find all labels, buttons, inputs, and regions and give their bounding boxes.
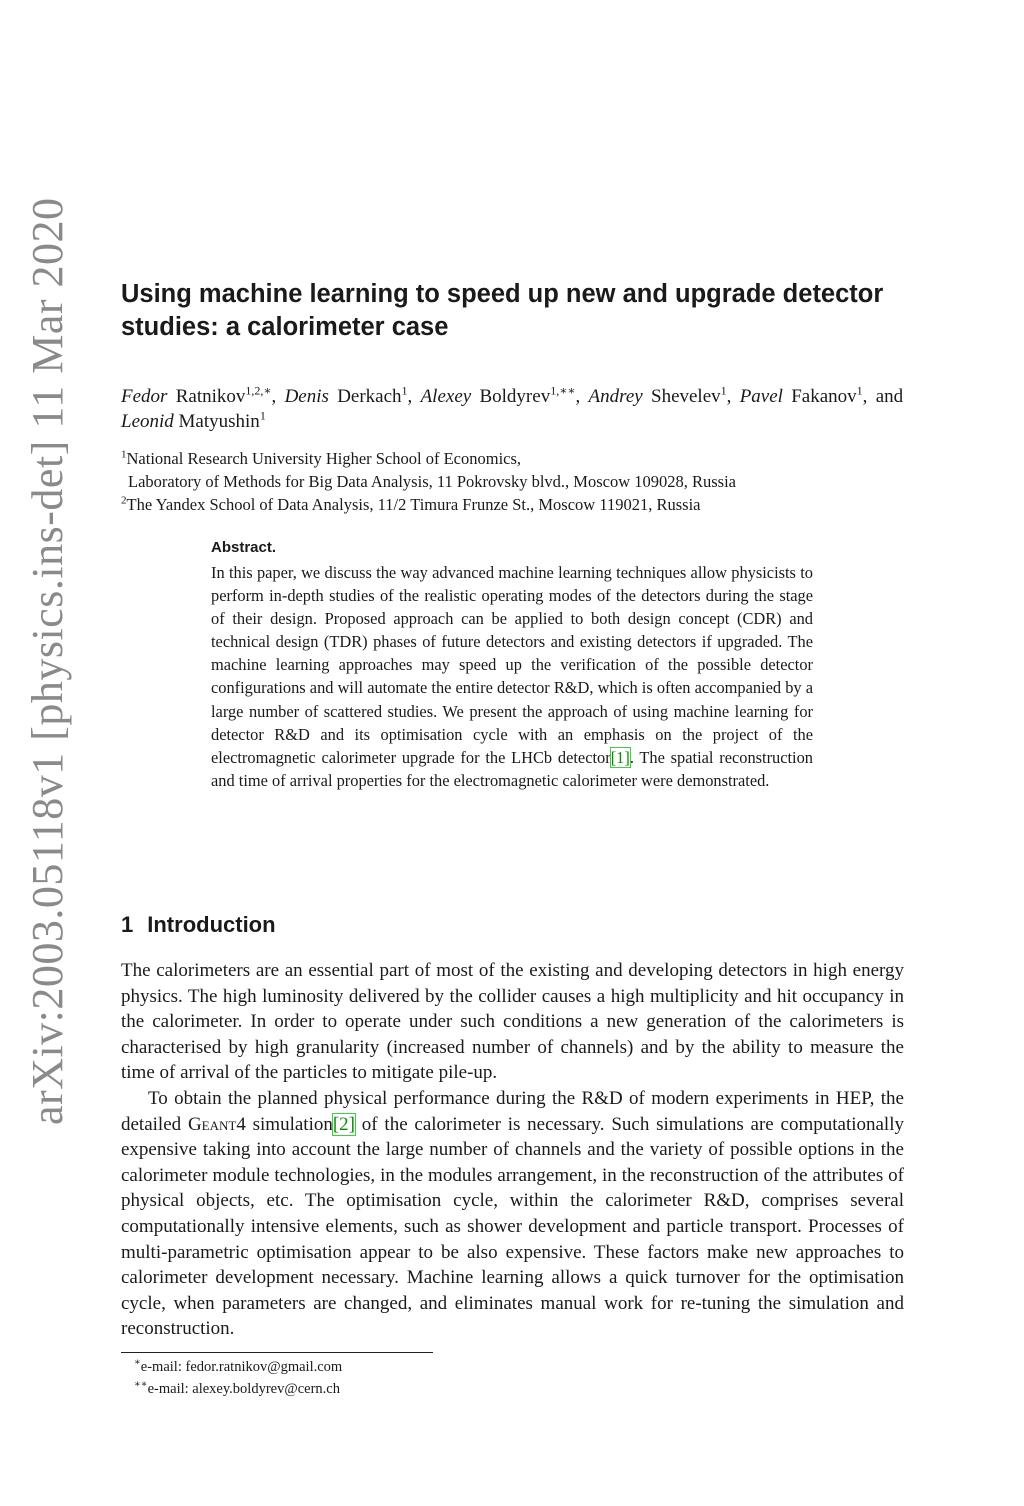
paper-title: Using machine learning to speed up new and upgrade detector studies: a calorimeter case xyxy=(121,280,884,341)
section-title: Introduction xyxy=(147,912,276,937)
footnote-rule xyxy=(121,1352,433,1353)
affiliation-mark: 2 xyxy=(121,494,127,507)
footnote-mark: ∗∗ xyxy=(134,1379,148,1391)
author-first-name: Leonid xyxy=(121,411,174,432)
footnote-mark: ∗ xyxy=(134,1357,141,1369)
affiliations xyxy=(121,447,911,516)
author-marks: 1 xyxy=(720,383,727,398)
paragraph-text: To obtain the planned physical performance during the R&D of modern experiments in HEP, the detailed xyxy=(121,1087,904,1135)
affiliation-line-2 xyxy=(121,470,911,493)
author-first-name: Andrey xyxy=(588,386,643,407)
footnote xyxy=(134,1378,834,1400)
section-number: 1 xyxy=(121,912,134,937)
author-marks: 1 xyxy=(856,383,863,398)
footnote-text: e-mail: fedor.ratnikov@gmail.com xyxy=(140,1359,343,1375)
geant-name: Geant xyxy=(187,1113,237,1135)
footnotes xyxy=(134,1356,834,1400)
arxiv-identifier: arXiv:2003.05118v1 [physics.ins-det] 11 Mar 2020 xyxy=(23,197,72,1125)
abstract-body xyxy=(211,561,813,792)
author-last-name: Matyushin xyxy=(178,411,260,432)
affiliation-mark: 1 xyxy=(121,448,127,461)
authors-conjunction: and xyxy=(875,386,904,407)
paragraph-text-end: of the calorimeter is necessary. Such simulations are computationally expensive taking into account the large number of channels and the variety of possible options in the calorimeter module technologies, in the modules arrangement, in the reconstruction of the attributes of physical objects, etc. The optimisation cycle, within the calorimeter R&D, comprises several computationally intensive elements, such as shower development and particle transport. Processes of multi-parametric optimisation appear to be also expensive. These factors make new approaches to calorimeter development necessary. Machine learning allows a quick turnover for the optimisation cycle, when parameters are changed, and eliminates manual work for re-tuning the simulation and reconstruction. xyxy=(121,1113,904,1340)
author-marks: 1,∗∗ xyxy=(550,383,576,398)
abstract-heading: Abstract. xyxy=(211,539,277,556)
author-first-name: Pavel xyxy=(739,386,783,407)
author-last-name: Derkach xyxy=(337,386,402,407)
author-last-name: Ratnikov xyxy=(175,386,246,407)
author-first-name: Denis xyxy=(284,386,329,407)
section-body xyxy=(121,958,904,1342)
author-last-name: Fakanov xyxy=(791,386,857,407)
affiliation-line: National Research University Higher School of Economics, xyxy=(126,449,522,468)
paragraph xyxy=(121,1086,904,1342)
author-marks: 1 xyxy=(259,408,266,423)
author-marks: 1 xyxy=(401,383,408,398)
geant-version: 4 simulation xyxy=(236,1113,333,1135)
affiliation-2 xyxy=(121,493,911,516)
paragraph: The calorimeters are an essential part of most of the existing and developing detectors in high energy physics. The high luminosity delivered by the collider causes a high multiplicity and hit occupancy in the calorimeter. In order to operate under such conditions a new generation of the calorimeters is characterised by high granularity (increased number of channels) and by the ability to measure the time of arrival of the particles to mitigate pile-up. xyxy=(121,960,904,1084)
affiliation-1 xyxy=(121,447,911,470)
citation-link[interactable]: [1] xyxy=(610,747,630,767)
section-heading xyxy=(121,910,276,940)
author-first-name: Fedor xyxy=(121,386,168,407)
author-last-name: Shevelev xyxy=(651,386,721,407)
author-last-name: Boldyrev xyxy=(479,386,551,407)
affiliation-line: Laboratory of Methods for Big Data Analysis, 11 Pokrovsky blvd., Moscow 109028, Russia xyxy=(128,472,737,491)
abstract xyxy=(211,538,813,792)
author-list: Fedor Ratnikov$^{1,2,∗}$, Denis Derkach$^1$, Alexey Boldyrev$^{1,∗∗}$, Andrey Shevelev$^1$, Pavel Fakanov$^1$, and Leonid Matyushin$^1$ xyxy=(121,383,904,432)
footnote xyxy=(134,1356,834,1378)
affiliation-line: The Yandex School of Data Analysis, 11/2 Timura Frunze St., Moscow 119021, Russia xyxy=(126,495,701,514)
author-first-name: Alexey xyxy=(420,386,472,407)
citation-link[interactable]: [2] xyxy=(332,1113,355,1135)
abstract-text: In this paper, we discuss the way advanced machine learning techniques allow physicists to perform in-depth studies of the realistic operating modes of the detectors during the stage of their design. Proposed approach can be applied to both design concept (CDR) and technical design (TDR) phases of future detectors and existing detectors if upgraded. The machine learning approaches may speed up the verification of the possible detector configurations and will automate the entire detector R&D, which is often accompanied by a large number of scattered studies. We present the approach of using machine learning for detector R&D and its optimisation cycle with an emphasis on the project of the electromagnetic calorimeter upgrade for the LHCb detector xyxy=(211,563,813,767)
abstract-text-end: . The spatial reconstruction and time of arrival properties for the electromagnetic calorimeter were demonstrated. xyxy=(211,747,813,790)
footnote-text: e-mail: alexey.boldyrev@cern.ch xyxy=(147,1381,340,1397)
author-marks: 1,2,∗ xyxy=(245,383,272,398)
